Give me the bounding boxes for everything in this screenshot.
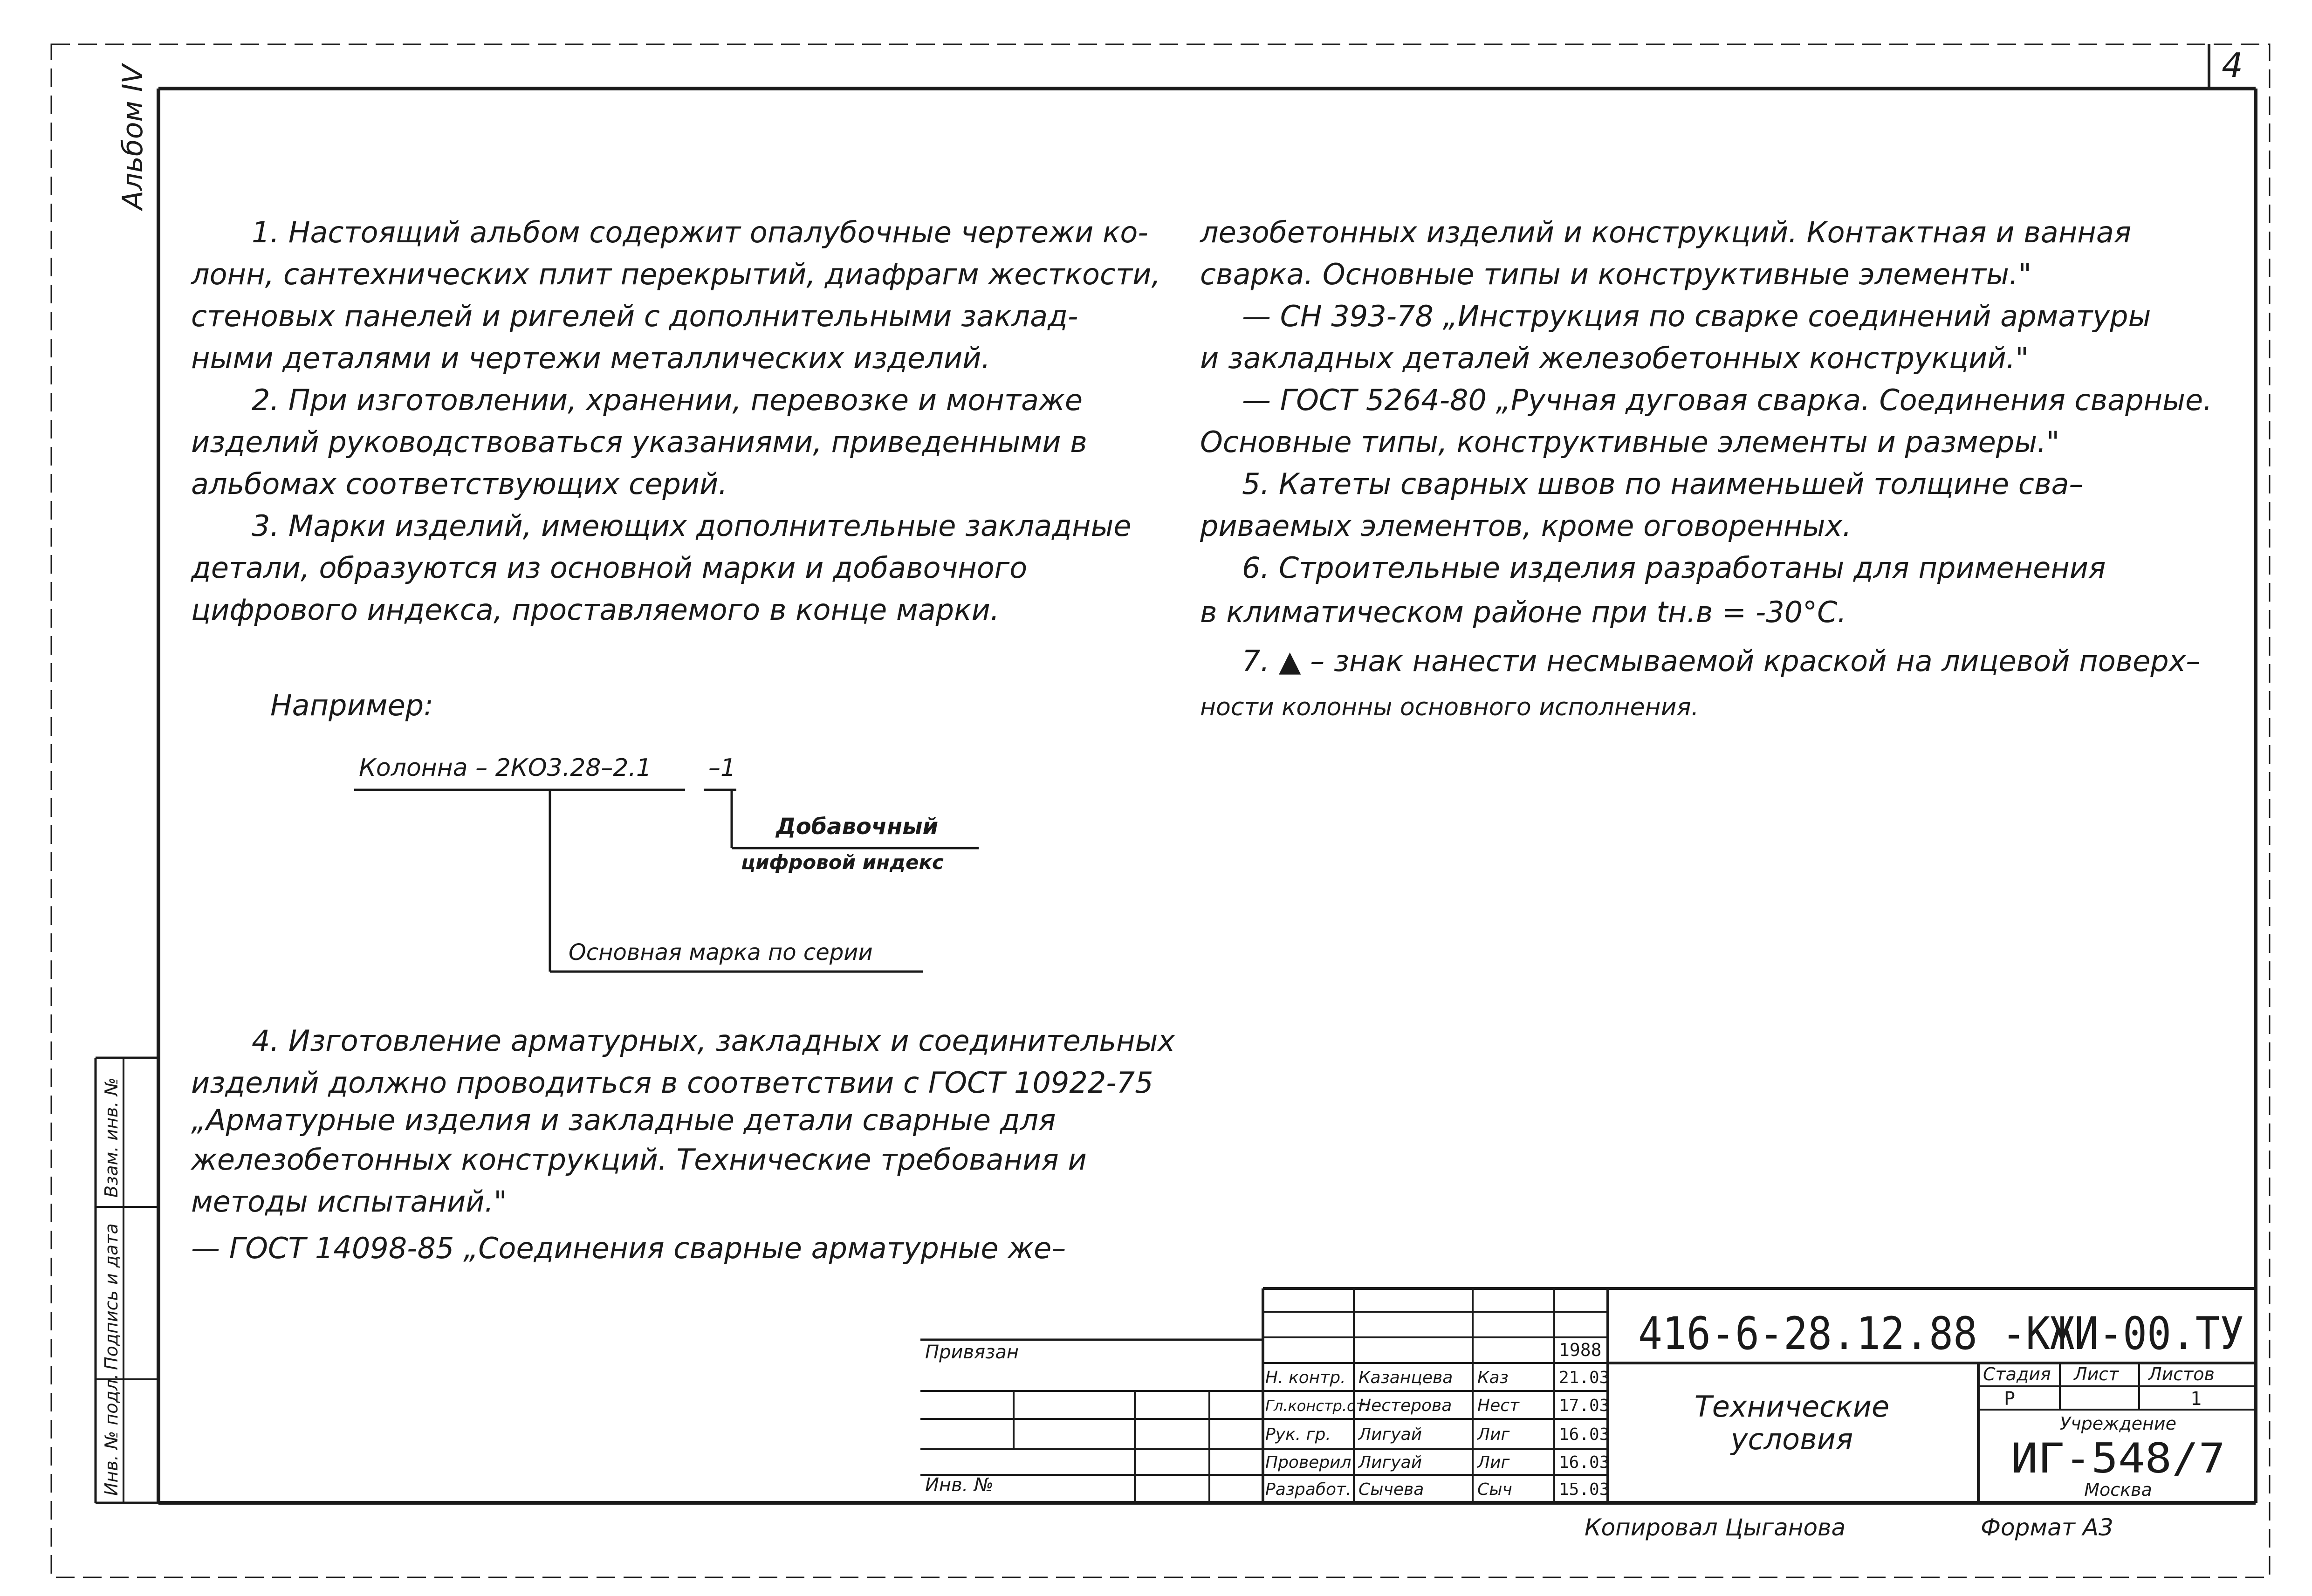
para1-line4: ными деталями и чертежи металлических изделий. <box>191 341 991 375</box>
footer-copied: Копировал Цыганова <box>1585 1514 1846 1541</box>
para6-line1: 6. Строительные изделия разработаны для применения <box>1242 551 2106 585</box>
right-column <box>1200 215 2212 721</box>
stage-label: Стадия <box>1983 1364 2051 1384</box>
row3-sign: Лиг <box>1477 1425 1510 1444</box>
row2-role: Гл.констр.от. <box>1265 1397 1370 1415</box>
row3-role: Рук. гр. <box>1265 1425 1331 1444</box>
org-city: Москва <box>2084 1480 2152 1500</box>
para6-line2: в климатическом районе при tн.в = -30°С. <box>1200 595 1847 629</box>
para3-line3: цифрового индекса, проставляемого в конце марки. <box>191 593 1000 627</box>
org-code: ИГ-548/7 <box>2011 1434 2225 1482</box>
margin-inv-dup: Взам. инв. № <box>101 1077 122 1198</box>
sheet-number: 4 <box>2222 46 2243 85</box>
sheets-value: 1 <box>2190 1388 2202 1410</box>
para5-line1: 5. Катеты сварных швов по наименьшей толщине сва– <box>1242 467 2084 501</box>
example-label: Например: <box>270 688 433 722</box>
para7-line2: ности колонны основного исполнения. <box>1200 693 1699 721</box>
para4-line4: железобетонных конструкций. Технические требования и <box>191 1143 1087 1177</box>
diagram-added-index-1: Добавочный <box>776 814 939 840</box>
para1-line1: 1. Настоящий альбом содержит опалубочные чертежи ко- <box>252 215 1148 249</box>
row4-role: Проверил <box>1265 1453 1352 1472</box>
para1-line2: лонн, сантехнических плит перекрытий, диафрагм жесткости, <box>191 257 1161 291</box>
diagram-added-index-2: цифровой индекс <box>741 851 944 874</box>
row2-date: 17.03 <box>1559 1396 1610 1415</box>
inv-no-label: Инв. № <box>925 1474 994 1496</box>
org-label: Учреждение <box>2060 1413 2176 1434</box>
para4-cont-line4: и закладных деталей железобетонных конструкций." <box>1200 341 2029 375</box>
para4-line3: „Арматурные изделия и закладные детали сварные для <box>191 1103 1056 1137</box>
privyazan-label: Привязан <box>925 1342 1019 1363</box>
row3-date: 16.03 <box>1559 1425 1610 1444</box>
para2-line3: альбомах соответствующих серий. <box>191 467 727 501</box>
row4-date: 16.03 <box>1559 1453 1610 1472</box>
para2-line1: 2. При изготовлении, хранении, перевозке и монтаже <box>252 383 1083 417</box>
left-column <box>191 215 1160 722</box>
para2-line2: изделий руководствоваться указаниями, приведенными в <box>191 425 1087 459</box>
diagram-mark: Колонна – 2КО3.28–2.1 <box>359 754 652 782</box>
project-code: 416-6-28.12.88 -КЖИ-00.ТУ <box>1638 1308 2244 1360</box>
row1-name: Казанцева <box>1358 1368 1453 1387</box>
row5-name: Сычева <box>1358 1480 1424 1499</box>
para4-cont-line3: — СН 393-78 „Инструкция по сварке соединений арматуры <box>1242 299 2151 333</box>
row2-name: Нестерова <box>1358 1396 1452 1415</box>
row5-date: 15.03 <box>1559 1480 1610 1499</box>
para4-line5: методы испытаний." <box>191 1185 507 1219</box>
sheets-label: Листов <box>2148 1364 2215 1384</box>
para5-line2: риваемых элементов, кроме оговоренных. <box>1200 509 1852 543</box>
row3-name: Лигуай <box>1358 1425 1422 1444</box>
para4-cont-line1: лезобетонных изделий и конструкций. Контактная и ванная <box>1200 215 2132 249</box>
row2-sign: Нест <box>1477 1396 1519 1415</box>
para4-line1: 4. Изготовление арматурных, закладных и соединительных <box>252 1024 1175 1058</box>
para7-line1: 7. ▲ – знак нанести несмываемой краской на лицевой поверх– <box>1242 644 2201 678</box>
para4 <box>190 1024 1175 1265</box>
para4-cont-line2: сварка. Основные типы и конструктивные элементы." <box>1200 257 2032 291</box>
row1-date: 21.03 <box>1559 1368 1610 1387</box>
para4-line6: — ГОСТ 14098-85 „Соединения сварные арматурные же– <box>191 1231 1066 1265</box>
para3-line2: детали, образуются из основной марки и добавочного <box>191 551 1028 585</box>
sheet-number-box <box>2209 44 2243 89</box>
margin-sign-date: Подпись и дата <box>101 1223 122 1370</box>
diagram-suffix: –1 <box>708 754 736 782</box>
stage-value: Р <box>2004 1388 2016 1410</box>
doc-title-line2: условия <box>1730 1422 1853 1456</box>
year: 1988 <box>1559 1340 1602 1360</box>
row4-sign: Лиг <box>1477 1453 1510 1472</box>
doc-title-line1: Технические <box>1694 1390 1890 1424</box>
para3-line1: 3. Марки изделий, имеющих дополнительные закладные <box>252 509 1132 543</box>
margin-inv-orig: Инв. № подл. <box>101 1373 122 1496</box>
margin-stamp <box>96 1058 158 1503</box>
row5-sign: Сыч <box>1477 1480 1512 1499</box>
para4-cont-line5: — ГОСТ 5264-80 „Ручная дуговая сварка. Соединения сварные. <box>1242 383 2212 417</box>
diagram-base-mark: Основная марка по серии <box>569 939 873 966</box>
marking-diagram <box>354 754 979 972</box>
row4-name: Лигуай <box>1358 1453 1422 1472</box>
para4-cont-line6: Основные типы, конструктивные элементы и размеры." <box>1200 425 2060 459</box>
para1-line3: стеновых панелей и ригелей с дополнительными заклад- <box>191 299 1078 333</box>
row5-role: Разработ. <box>1265 1480 1352 1499</box>
footer-format: Формат А3 <box>1981 1514 2113 1541</box>
para4-line2: изделий должно проводиться в соответствии с ГОСТ 10922-75 <box>191 1066 1153 1100</box>
sheet-label: Лист <box>2074 1364 2119 1384</box>
album-label: Альбом IV <box>117 64 149 210</box>
row1-sign: Каз <box>1477 1368 1509 1387</box>
row1-role: Н. контр. <box>1265 1368 1346 1387</box>
title-block <box>920 1288 2256 1503</box>
